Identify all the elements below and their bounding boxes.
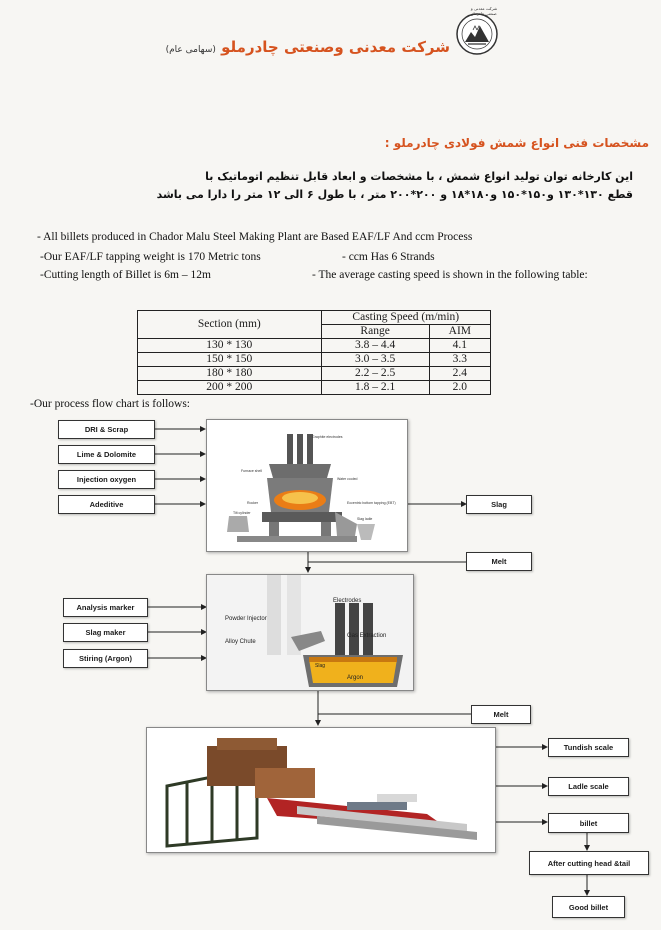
flow-box-billet: billet	[548, 813, 629, 833]
aim-cell: 4.1	[429, 339, 490, 353]
continuous-caster-image	[146, 727, 496, 853]
flow-box-additive: Adeditive	[58, 495, 155, 514]
eaf-label-ebt: Eccentric bottom tapping (EBT)	[347, 501, 396, 505]
lf-label-powder: Powder Injector	[225, 616, 267, 622]
flow-box-lime-dolomite: Lime & Dolomite	[58, 445, 155, 464]
flow-intro: -Our process flow chart is follows:	[30, 398, 191, 410]
lf-label-slag: Slag	[315, 663, 326, 669]
section-cell: 150 * 150	[138, 353, 322, 367]
english-line-3b: - The average casting speed is shown in the following table:	[312, 269, 588, 281]
flow-box-tundish-scale: Tundish scale	[548, 738, 629, 757]
aim-header: AIM	[429, 325, 490, 339]
ladle-furnace-image	[206, 574, 414, 691]
company-name-text: شرکت معدنی وصنعتی چادرملو	[221, 38, 450, 56]
flow-box-melt-1: Melt	[466, 552, 532, 571]
aim-cell: 3.3	[429, 353, 490, 367]
section-header: Section (mm)	[138, 311, 322, 339]
english-line-2: -Our EAF/LF tapping weight is 170 Metric tons	[40, 251, 261, 263]
flow-box-slag: Slag	[466, 495, 532, 514]
english-line-2b: - ccm Has 6 Strands	[342, 251, 435, 263]
section-cell: 130 * 130	[138, 339, 322, 353]
flow-box-stiring-argon: Stiring (Argon)	[63, 649, 148, 668]
english-line-1: - All billets produced in Chador Malu Steel Making Plant are Based EAF/LF And ccm Process	[37, 231, 473, 243]
section-cell: 180 * 180	[138, 367, 322, 381]
lf-label-chute: Alloy Chute	[225, 639, 256, 645]
flow-box-slag-maker: Slag maker	[63, 623, 148, 642]
range-header: Range	[321, 325, 429, 339]
flow-box-melt-2: Melt	[471, 705, 531, 724]
persian-line-1: این کارخانه توان تولید انواع شمش ، با مشخصات و ابعاد قابل تنظیم اتوماتیک با	[205, 170, 633, 183]
eaf-label-electrodes: Graphite electrodes	[312, 435, 343, 439]
range-cell: 3.0 – 3.5	[321, 353, 429, 367]
eaf-label-rocker: Rocker	[247, 501, 259, 505]
eaf-label-water: Water cooled	[337, 477, 358, 481]
persian-title: مشخصات فنی انواع شمش فولادی چادرملو :	[384, 136, 649, 150]
eaf-label-tilt: Tilt cylinder	[233, 511, 251, 515]
lf-label-argon: Argon	[347, 675, 364, 681]
range-cell: 1.8 – 2.1	[321, 381, 429, 395]
flow-box-dri-scrap: DRI & Scrap	[58, 420, 155, 439]
flow-box-ladle-scale: Ladle scale	[548, 777, 629, 796]
aim-cell: 2.4	[429, 367, 490, 381]
flow-box-after-cutting: After cutting head &tail	[529, 851, 649, 875]
aim-cell: 2.0	[429, 381, 490, 395]
section-cell: 200 * 200	[138, 381, 322, 395]
range-cell: 3.8 – 4.4	[321, 339, 429, 353]
persian-line-2: قطع ۱۳۰*۱۳۰ و۱۵۰*۱۵۰ و۱۸۰*۱۸ و ۲۰۰*۲۰۰ متر ، با طول ۶ الی ۱۲ متر را دارا می باشد	[156, 188, 633, 201]
eaf-furnace-image	[206, 419, 408, 552]
eaf-label-shell: Furnace shell	[241, 469, 263, 473]
flow-box-good-billet: Good billet	[552, 896, 625, 918]
lf-label-electrodes: Electrodes	[333, 598, 362, 604]
english-line-3: -Cutting length of Billet is 6m – 12m	[40, 269, 211, 281]
speed-header: Casting Speed (m/min)	[321, 311, 490, 325]
range-cell: 2.2 – 2.5	[321, 367, 429, 381]
flow-box-injection-oxygen: Injection oxygen	[58, 470, 155, 489]
eaf-label-slag-ladle: Slag ladle	[357, 517, 373, 521]
flow-box-analysis-marker: Analysis marker	[63, 598, 148, 617]
company-suffix: (سهامی عام)	[165, 45, 216, 55]
logo-caption: شرکت معدنی و صنعتی چادرملو	[470, 6, 498, 16]
lf-label-gas: Gas Extraction	[347, 633, 387, 639]
